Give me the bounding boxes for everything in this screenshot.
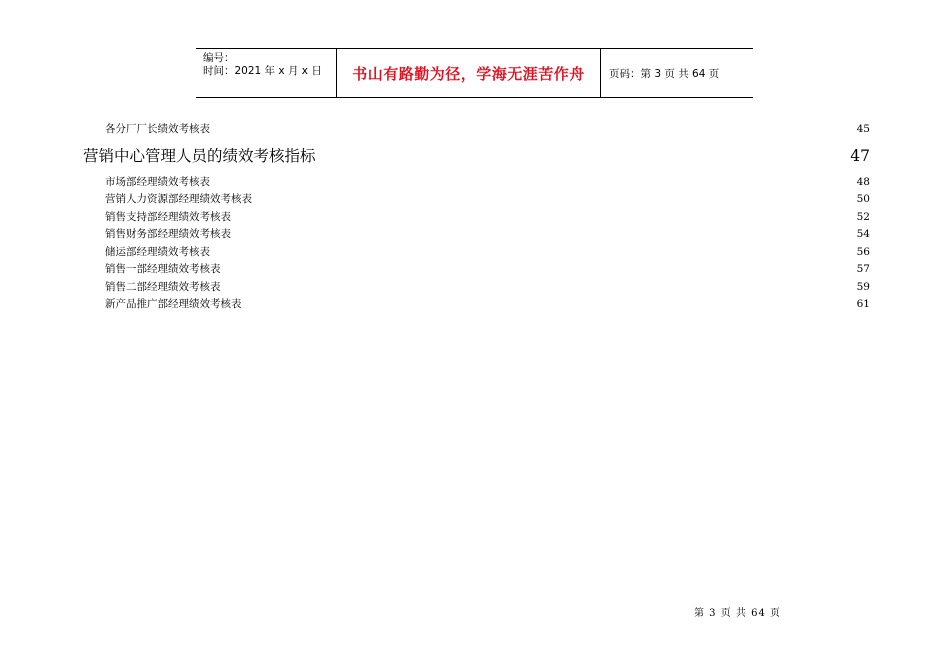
toc-entry-title: 新产品推广部经理绩效考核表 (105, 298, 242, 310)
toc-leader (211, 254, 856, 255)
header-meta-cell (196, 49, 337, 97)
toc-leader (211, 184, 856, 185)
toc-entry-title: 销售二部经理绩效考核表 (105, 281, 221, 293)
toc-entry-title: 营销人力资源部经理绩效考核表 (105, 193, 252, 205)
toc-entry-title: 储运部经理绩效考核表 (105, 246, 210, 258)
toc-entry[interactable] (105, 280, 870, 294)
toc-entry[interactable] (105, 227, 870, 241)
header-page-cell (601, 49, 753, 97)
toc-entry[interactable] (105, 175, 870, 189)
toc-section-heading[interactable] (83, 146, 870, 166)
toc-entry[interactable] (105, 262, 870, 276)
motto-text: 书山有路勤为径，学海无涯苦作舟 (352, 64, 585, 83)
toc-entry-page: 56 (856, 246, 870, 258)
toc-entry-title: 各分厂厂长绩效考核表 (105, 123, 210, 135)
number-label: 编号： (203, 52, 235, 64)
toc-entry-page: 54 (856, 228, 870, 240)
toc-leader (211, 131, 856, 132)
toc-leader (317, 160, 850, 161)
header-motto-cell (337, 49, 601, 97)
toc-leader (232, 236, 856, 237)
toc-entry[interactable] (105, 210, 870, 224)
toc-entry-page: 48 (856, 176, 870, 188)
page-footer: 第 3 页 共 64 页 (694, 608, 781, 619)
toc-entry-page: 59 (856, 281, 870, 293)
toc-leader (222, 271, 856, 272)
toc-entry-page: 50 (856, 193, 870, 205)
toc-entry-title: 销售财务部经理绩效考核表 (105, 228, 231, 240)
page-header (196, 48, 753, 98)
toc-entry-title: 营销中心管理人员的绩效考核指标 (83, 147, 316, 165)
toc-entry[interactable] (105, 122, 870, 136)
page-label: 页码：第 3 页 共 64 页 (609, 67, 720, 80)
toc-entry-title: 销售支持部经理绩效考核表 (105, 211, 231, 223)
time-label: 时间：2021 年 x 月 x 日 (203, 65, 322, 77)
toc-leader (232, 219, 856, 220)
toc-entry-page: 52 (856, 211, 870, 223)
toc-entry-page: 47 (850, 147, 870, 165)
toc-entry-page: 57 (856, 263, 870, 275)
toc-leader (253, 201, 856, 202)
toc-entry[interactable] (105, 297, 870, 311)
toc-entry-title: 市场部经理绩效考核表 (105, 176, 210, 188)
toc-entry-page: 45 (856, 123, 870, 135)
toc-entry[interactable] (105, 245, 870, 259)
toc-entry[interactable] (105, 192, 870, 206)
toc-leader (222, 289, 856, 290)
toc-entry-title: 销售一部经理绩效考核表 (105, 263, 221, 275)
toc-leader (243, 306, 856, 307)
toc-entry-page: 61 (856, 298, 870, 310)
